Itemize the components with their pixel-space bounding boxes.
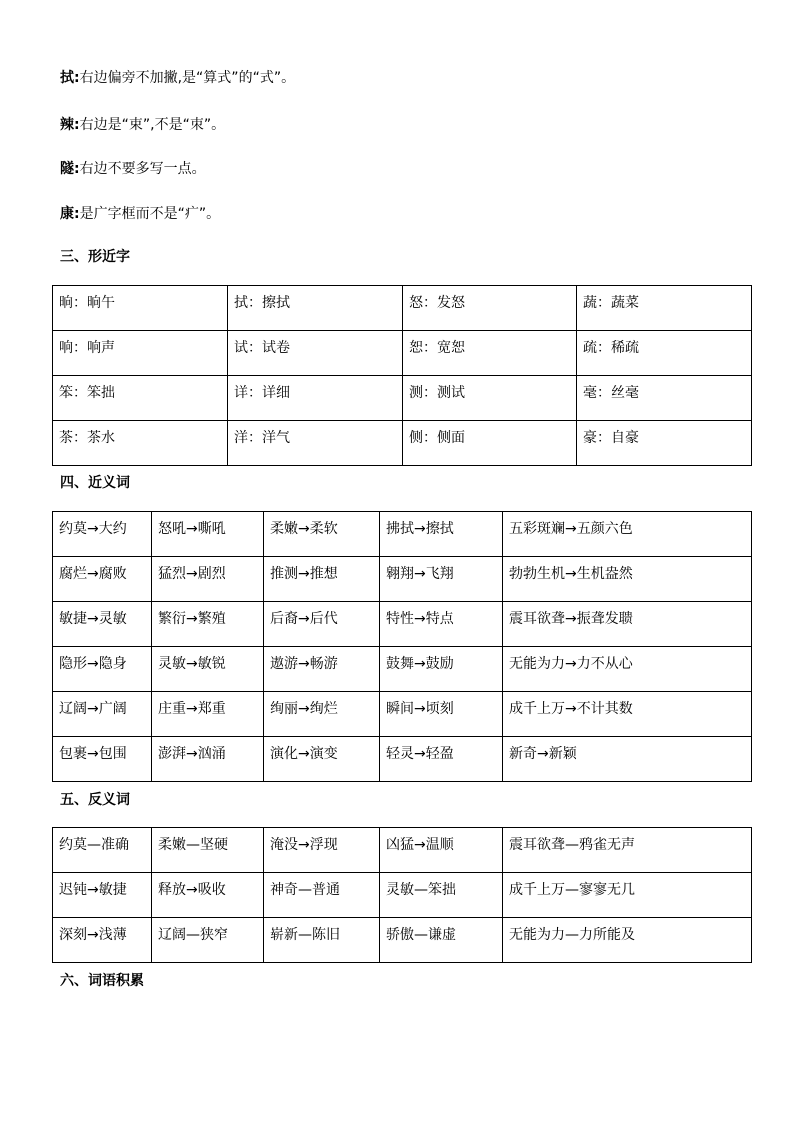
- table-cell: 庄重→郑重: [152, 692, 264, 737]
- note-text: 是广字框而不是“疒”。: [79, 206, 221, 222]
- table-row: [53, 421, 752, 466]
- table-row: [53, 737, 752, 782]
- table-cell: 灵敏→敏锐: [152, 647, 264, 692]
- table-cell: 推测→推想: [264, 557, 380, 602]
- table-cell: 灵敏—笨拙: [380, 873, 503, 918]
- table-cell: 神奇—普通: [264, 873, 380, 918]
- table-cell: 勃勃生机→生机盎然: [503, 557, 752, 602]
- table-row: [53, 692, 752, 737]
- similar-chars-table: [52, 285, 752, 466]
- table-cell: 新奇→新颖: [503, 737, 752, 782]
- table-cell: 无能为力—力所能及: [503, 918, 752, 963]
- table-row: [53, 557, 752, 602]
- table-cell: 绚丽→绚烂: [264, 692, 380, 737]
- table-cell: 无能为力→力不从心: [503, 647, 752, 692]
- table-cell: 五彩斑斓→五颜六色: [503, 512, 752, 557]
- table-cell: 响：响声: [53, 331, 228, 376]
- table-cell: 澎湃→汹涌: [152, 737, 264, 782]
- table-cell: 疏：稀疏: [577, 331, 752, 376]
- table-cell: 怒吼→嘶吼: [152, 512, 264, 557]
- table-cell: 约莫→大约: [53, 512, 152, 557]
- table-cell: 晌：晌午: [53, 286, 228, 331]
- table-cell: 试：试卷: [228, 331, 403, 376]
- note-char: 康:: [60, 206, 80, 222]
- table-cell: 恕：宽恕: [403, 331, 577, 376]
- table-row: [53, 647, 752, 692]
- table-cell: 洋：洋气: [228, 421, 403, 466]
- table-cell: 迟钝→敏捷: [53, 873, 152, 918]
- section-heading-antonyms: 五、反义词: [60, 792, 130, 808]
- table-cell: 详：详细: [228, 376, 403, 421]
- table-cell: 成千上万—寥寥无几: [503, 873, 752, 918]
- table-cell: 柔嫩→柔软: [264, 512, 380, 557]
- table-cell: 笨：笨拙: [53, 376, 228, 421]
- antonyms-table: [52, 827, 752, 963]
- table-cell: 演化→演变: [264, 737, 380, 782]
- table-cell: 敏捷→灵敏: [53, 602, 152, 647]
- table-cell: 特性→特点: [380, 602, 503, 647]
- table-cell: 拂拭→擦拭: [380, 512, 503, 557]
- section-heading-synonyms: 四、近义词: [60, 475, 130, 491]
- table-row: [53, 286, 752, 331]
- table-cell: 轻灵→轻盈: [380, 737, 503, 782]
- table-cell: 蔬：蔬菜: [577, 286, 752, 331]
- table-cell: 豪：自豪: [577, 421, 752, 466]
- table-cell: 侧：侧面: [403, 421, 577, 466]
- table-cell: 瞬间→顷刻: [380, 692, 503, 737]
- section-heading-word-accumulation: 六、词语积累: [60, 973, 144, 989]
- table-cell: 释放→吸收: [152, 873, 264, 918]
- synonyms-table: [52, 511, 752, 782]
- table-cell: 凶猛→温顺: [380, 828, 503, 873]
- table-cell: 柔嫩—坚硬: [152, 828, 264, 873]
- table-cell: 骄傲—谦虚: [380, 918, 503, 963]
- table-cell: 茶：茶水: [53, 421, 228, 466]
- table-cell: 震耳欲聋→振聋发聩: [503, 602, 752, 647]
- table-row: [53, 873, 752, 918]
- table-cell: 淹没→浮现: [264, 828, 380, 873]
- note-text: 右边不要多写一点。: [79, 161, 206, 177]
- note-char: 拭:: [60, 70, 80, 86]
- note-char: 辣:: [60, 117, 80, 133]
- table-cell: 鼓舞→鼓励: [380, 647, 503, 692]
- table-row: [53, 376, 752, 421]
- table-cell: 成千上万→不计其数: [503, 692, 752, 737]
- table-cell: 约莫—准确: [53, 828, 152, 873]
- table-cell: 测：测试: [403, 376, 577, 421]
- table-cell: 翱翔→飞翔: [380, 557, 503, 602]
- table-cell: 猛烈→剧烈: [152, 557, 264, 602]
- table-row: [53, 602, 752, 647]
- table-cell: 辽阔—狭窄: [152, 918, 264, 963]
- table-row: [53, 828, 752, 873]
- table-cell: 拭：擦拭: [228, 286, 403, 331]
- table-cell: 震耳欲聋—鸦雀无声: [503, 828, 752, 873]
- note-text: 右边偏旁不加撇,是“算式”的“式”。: [79, 70, 296, 86]
- table-cell: 遨游→畅游: [264, 647, 380, 692]
- table-row: [53, 331, 752, 376]
- table-cell: 毫：丝毫: [577, 376, 752, 421]
- note-text: 右边是“束”,不是“朿”。: [79, 117, 226, 133]
- table-cell: 繁衍→繁殖: [152, 602, 264, 647]
- note-char: 隧:: [60, 161, 80, 177]
- table-cell: 崭新—陈旧: [264, 918, 380, 963]
- table-cell: 腐烂→腐败: [53, 557, 152, 602]
- note-line-1: [60, 69, 295, 87]
- table-cell: 隐形→隐身: [53, 647, 152, 692]
- table-cell: 后裔→后代: [264, 602, 380, 647]
- table-cell: 怒：发怒: [403, 286, 577, 331]
- note-line-2: [60, 116, 225, 134]
- table-row: [53, 918, 752, 963]
- table-row: [53, 512, 752, 557]
- section-heading-similar-chars: 三、形近字: [60, 249, 130, 265]
- note-line-4: [60, 205, 220, 223]
- table-cell: 深刻→浅薄: [53, 918, 152, 963]
- table-cell: 辽阔→广阔: [53, 692, 152, 737]
- table-cell: 包裹→包围: [53, 737, 152, 782]
- note-line-3: [60, 160, 206, 178]
